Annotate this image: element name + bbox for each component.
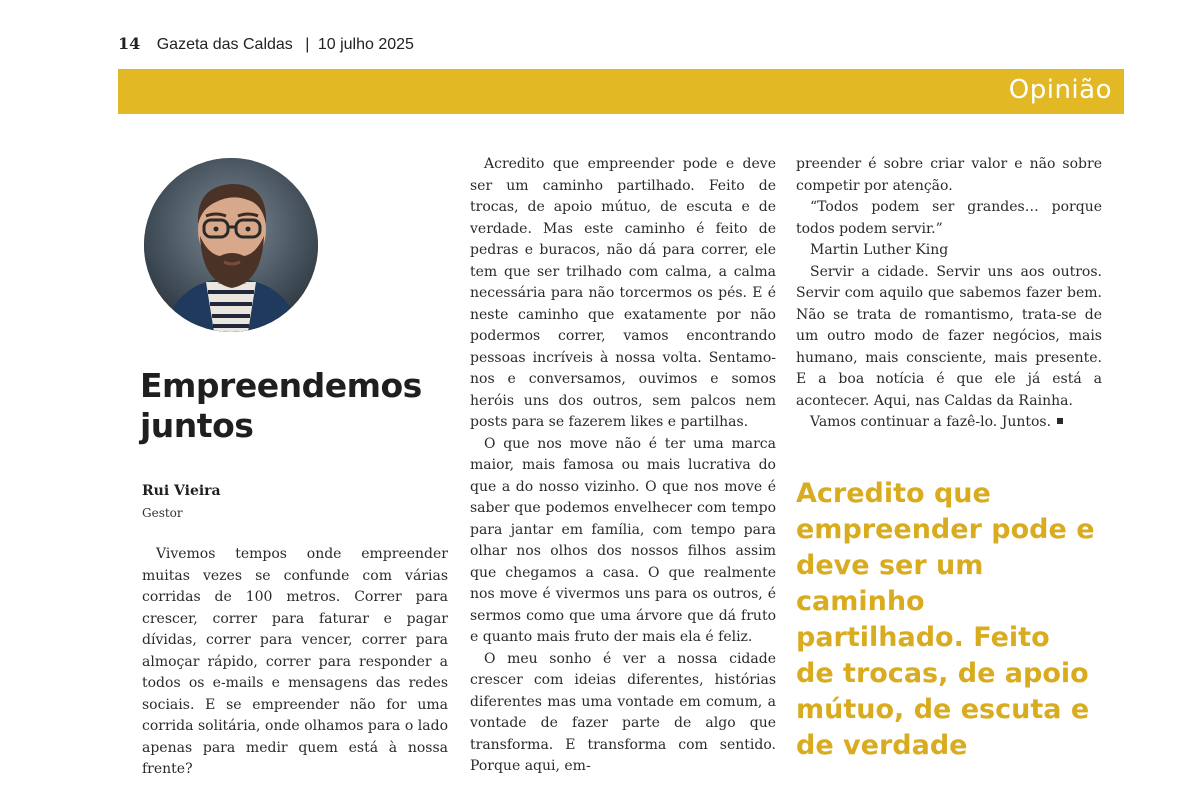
author-name: Rui Vieira — [142, 483, 221, 499]
author-portrait-image — [144, 158, 318, 332]
page-number: 14 — [118, 34, 141, 53]
article-headline: Empreendemos juntos — [140, 366, 422, 445]
closing-text: Vamos continuar a fazê-lo. Juntos. — [810, 414, 1052, 430]
closing-paragraph — [796, 412, 1102, 434]
paragraph: Vivemos tempos onde empreender muitas vezes se confunde com várias corridas de 100 metros. Correr para crescer, correr para faturar e pagar dívidas, correr para vencer, correr para almoçar rápido, correr para responder a todos os e-mails e mensagens das redes sociais. E se empreender não for uma corrida solitária, onde olhamos para o lado apenas para medir quem está à nossa frente? — [142, 546, 448, 777]
paragraph: O meu sonho é ver a nossa cidade crescer com ideias diferentes, histórias diferentes mas uma vontade em comum, a vontade de fazer parte de algo que transforma. E transforma com sentido. Porque aqui, em- — [470, 650, 776, 774]
issue-date: 10 julho 2025 — [317, 36, 414, 53]
publication-name: Gazeta das Caldas — [156, 36, 293, 53]
paragraph: O que nos move não é ter uma marca maior, mais famosa ou mais lucrativa do que a do nosso vizinho. O que nos move é saber que podemos envelhecer com tempo para jantar em família, com tempo para olhar nos olhos dos nossos filhos assim que chegamos a casa. O que realmente nos move é vivermos uns para os outros, é sermos como que uma árvore que dá fruto e quanto mais fruto der mais ela é feliz. — [470, 435, 776, 645]
section-bar — [118, 69, 1124, 114]
author-role: Gestor — [142, 506, 183, 520]
paragraph: preender é sobre criar valor e não sobre competir por atenção. — [796, 156, 1102, 194]
end-of-article-mark — [1057, 418, 1063, 424]
quote-attribution: Martin Luther King — [810, 242, 949, 258]
body-column-1 — [142, 544, 448, 781]
section-label: Opinião — [1008, 75, 1112, 105]
paragraph: Acredito que empreender pode e deve ser um caminho partilhado. Feito de trocas, de apoio mútuo, de escuta e de verdade. Mas este caminho é feito de pedras e buracos, não dá para correr, ele tem que ser trilhado com calma, a calma necessária para não torcermos os pés. E é neste caminho que exatamente por não podermos correr, vamos encontrando pessoas incríveis à nossa volta. Sentamo-nos e conversamos, ouvimos e somos heróis uns dos outros, sem palcos nem posts para se fazerem likes e partilhas. — [470, 156, 776, 430]
pull-quote: Acredito que empreender pode e deve ser um caminho partilhado. Feito de trocas, de apoio mútuo, de escuta e de verdade — [796, 478, 1095, 761]
running-header — [118, 34, 414, 54]
author-photo — [144, 158, 318, 332]
quote: “Todos podem ser grandes… porque todos podem servir.” — [796, 199, 1102, 237]
body-column-2 — [470, 154, 776, 778]
paragraph: Servir a cidade. Servir uns aos outros. Servir com aquilo que sabemos fazer bem. Não se trata de romantismo, trata-se de um outro modo de fazer negócios, mais humano, mais consciente, mais presente. E a boa notícia é que ele já está a acontecer. Aqui, nas Caldas da Rainha. — [796, 263, 1102, 409]
body-column-3 — [796, 154, 1102, 434]
header-separator: | — [305, 36, 310, 53]
